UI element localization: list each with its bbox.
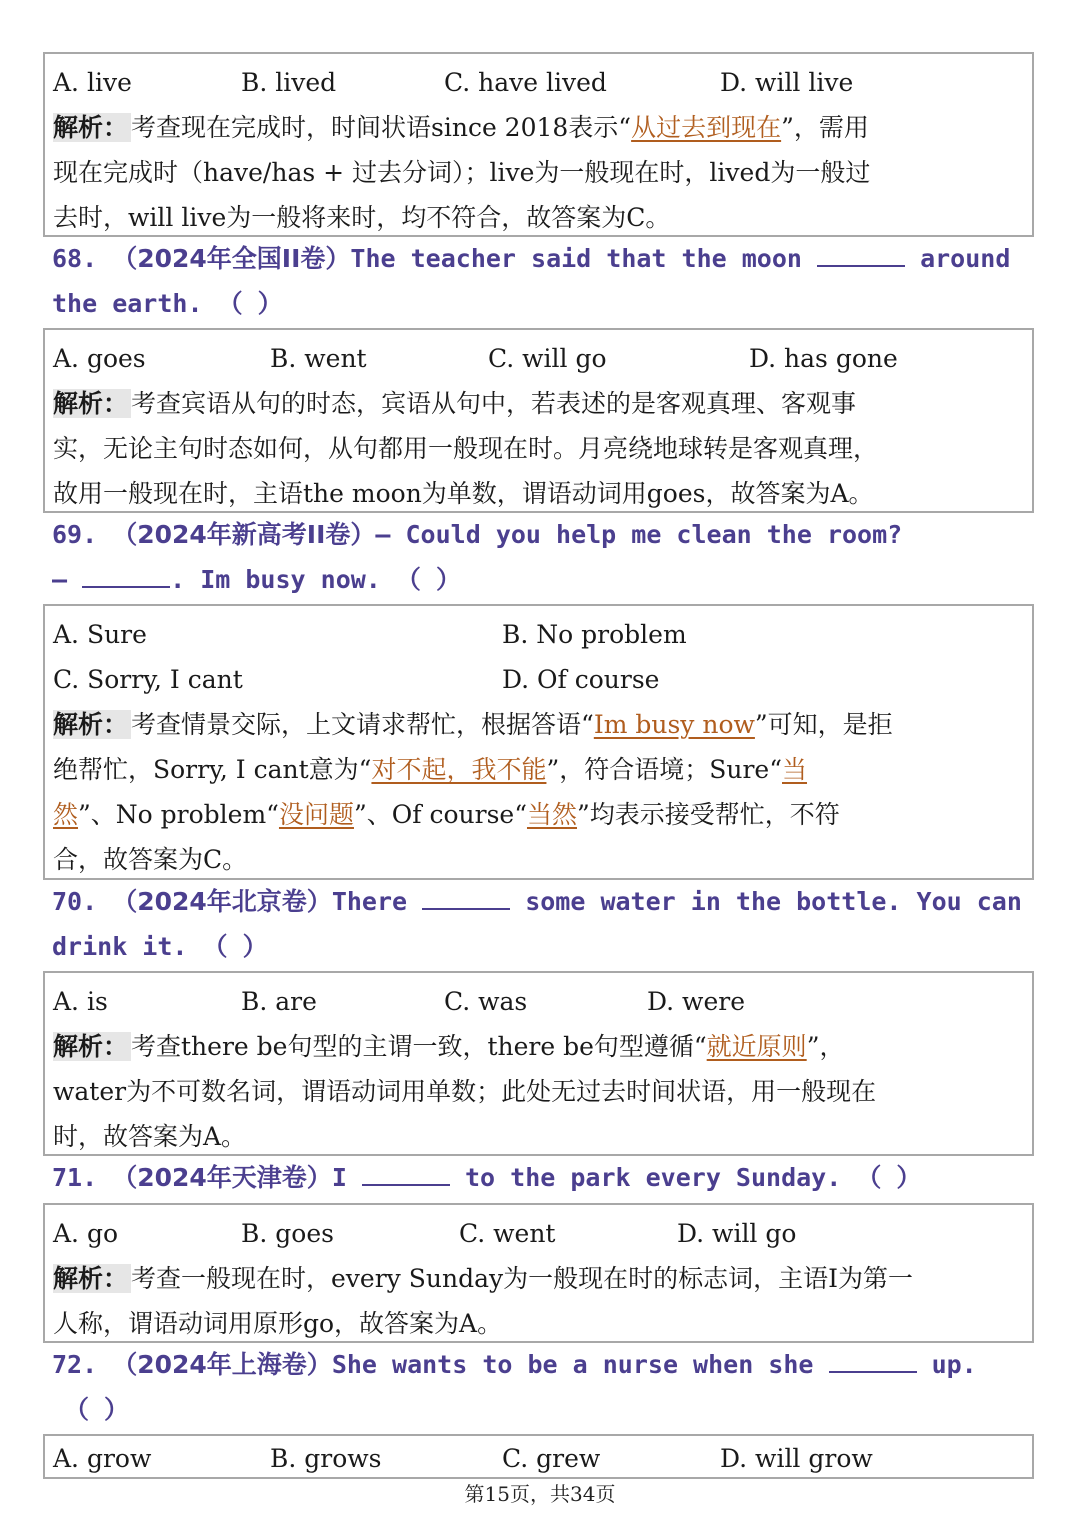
q72-option-a: A. grow — [53, 1444, 152, 1473]
q70-options-row — [53, 979, 1032, 1024]
analysis-text: 绝帮忙，Sorry, I cant意为“ — [53, 755, 372, 784]
q69-options-row-1 — [53, 612, 1032, 657]
analysis-text: ”，符合语境；Sure“ — [546, 755, 782, 784]
question-text: She wants to be a nurse when she — [331, 1350, 814, 1379]
q70-option-d: D. were — [647, 987, 745, 1016]
q71-option-d: D. will go — [677, 1219, 797, 1248]
q67-option-a: A. live — [53, 68, 132, 97]
question-number: 72. — [52, 1350, 98, 1379]
analysis-text: ”均表示接受帮忙，不符 — [577, 800, 840, 829]
q67-analysis-line-1 — [53, 105, 1032, 150]
q69-option-a: A. Sure — [53, 620, 147, 649]
q72-line-2: （ ） — [64, 1395, 130, 1424]
question-text: . Im busy now. （ ） — [170, 565, 461, 594]
analysis-text: 考查情景交际，上文请求帮忙，根据答语“ — [131, 710, 594, 739]
q68-option-a: A. goes — [53, 344, 146, 373]
q67-analysis-line-2: 现在完成时（have/has + 过去分词）；live为一般现在时，lived为一般过 — [53, 158, 871, 187]
q70-option-c: C. was — [444, 987, 528, 1016]
q70-line-1 — [52, 879, 1032, 924]
q69-line-1 — [52, 512, 1032, 557]
analysis-label: 解析： — [53, 1032, 131, 1061]
q69-answer-box — [43, 604, 1034, 880]
analysis-text: 考查现在完成时，时间状语since 2018表示“ — [131, 113, 632, 142]
q70-analysis-line-3: 时，故答案为A。 — [53, 1122, 247, 1151]
dialogue-dash: — — [52, 565, 68, 594]
q68-question — [52, 236, 1032, 326]
q72-option-d: D. will grow — [720, 1444, 873, 1473]
q69-analysis-line-1 — [53, 702, 1032, 747]
q69-option-b: B. No problem — [502, 620, 687, 649]
q67-answer-box — [43, 52, 1034, 237]
analysis-text: ”、No problem“ — [78, 800, 279, 829]
q70-line-2: drink it. （ ） — [52, 932, 268, 961]
q67-analysis-line-3: 去时，will live为一般将来时，均不符合，故答案为C。 — [53, 203, 671, 232]
question-source: （2024年天津卷） — [112, 1163, 332, 1192]
q69-question — [52, 512, 1032, 602]
analysis-label: 解析： — [53, 389, 131, 418]
question-source: （2024年新高考II卷） — [112, 520, 376, 549]
highlight-text: 从过去到现在 — [631, 113, 782, 142]
q69-analysis-line-3 — [53, 792, 1032, 837]
analysis-text: ”，需用 — [781, 113, 869, 142]
analysis-label: 解析： — [53, 1264, 131, 1293]
highlight-text: Im busy now — [593, 710, 755, 739]
q68-analysis-line-2: 实，无论主句时态如何，从句都用一般现在时。月亮绕地球转是客观真理， — [53, 434, 879, 463]
q68-answer-box — [43, 328, 1034, 513]
q70-answer-box — [43, 971, 1034, 1156]
q71-answer-box — [43, 1203, 1034, 1343]
q71-analysis-line-1 — [53, 1256, 1032, 1301]
analysis-label: 解析： — [53, 710, 131, 739]
analysis-text: ”、Of course“ — [353, 800, 527, 829]
q72-option-c: C. grew — [502, 1444, 601, 1473]
answer-blank — [817, 239, 905, 267]
analysis-text: 考查there be句型的主谓一致，there be句型遵循“ — [131, 1032, 707, 1061]
q71-options-row — [53, 1211, 1032, 1256]
question-text: some water in the bottle. You can — [525, 887, 1022, 916]
analysis-text: ”可知，是拒 — [754, 710, 893, 739]
q68-option-d: D. has gone — [749, 344, 898, 373]
q68-option-c: C. will go — [488, 344, 607, 373]
question-number: 69. — [52, 520, 98, 549]
q72-question — [52, 1342, 1032, 1432]
q70-analysis-line-1 — [53, 1024, 1032, 1069]
q71-question — [52, 1155, 1032, 1200]
q68-analysis-line-3: 故用一般现在时，主语the moon为单数，谓语动词用goes，故答案为A。 — [53, 479, 874, 508]
q70-option-b: B. are — [241, 987, 317, 1016]
q71-analysis-line-2: 人称，谓语动词用原形go，故答案为A。 — [53, 1309, 503, 1338]
q70-question — [52, 879, 1032, 969]
question-text: — Could you help me clean the room? — [375, 520, 903, 549]
question-number: 68. — [52, 244, 98, 273]
question-source: （2024年北京卷） — [112, 887, 332, 916]
q69-line-2 — [52, 557, 1032, 602]
q67-option-c: C. have lived — [444, 68, 607, 97]
highlight-text: 当然 — [526, 800, 577, 829]
question-text: to the park every Sunday. （ ） — [465, 1163, 922, 1192]
analysis-text: 考查一般现在时，every Sunday为一般现在时的标志词，主语I为第一 — [131, 1264, 913, 1293]
q69-option-c: C. Sorry, I cant — [53, 665, 243, 694]
answer-blank — [422, 882, 510, 910]
q68-analysis-line-1 — [53, 381, 1032, 426]
q72-option-b: B. grows — [270, 1444, 382, 1473]
question-text: The teacher said that the moon — [350, 244, 802, 273]
q71-option-c: C. went — [459, 1219, 556, 1248]
q70-option-a: A. is — [53, 987, 108, 1016]
question-text: up. — [931, 1350, 977, 1379]
q72-line-1 — [52, 1342, 1032, 1387]
q71-option-a: A. go — [53, 1219, 119, 1248]
q70-analysis-line-2: water为不可数名词，谓语动词用单数；此处无过去时间状语，用一般现在 — [53, 1077, 877, 1106]
q71-option-b: B. goes — [241, 1219, 334, 1248]
analysis-text: 考查宾语从句的时态，宾语从句中，若表述的是客观真理、客观事 — [131, 389, 857, 418]
question-number: 71. — [52, 1163, 98, 1192]
q69-options-row-2 — [53, 657, 1032, 702]
question-text: I — [331, 1163, 347, 1192]
q68-options-row — [53, 336, 1032, 381]
page-number-footer: 第15页，共34页 — [464, 1482, 616, 1506]
highlight-text: 对不起，我不能 — [371, 755, 547, 784]
q72-options-row — [53, 1436, 1032, 1481]
question-text: around — [920, 244, 1011, 273]
answer-blank — [82, 560, 170, 588]
q67-option-d: D. will live — [720, 68, 854, 97]
q72-answer-box — [43, 1434, 1034, 1479]
q69-option-d: D. Of course — [502, 665, 660, 694]
highlight-text: 当 — [782, 755, 808, 784]
highlight-text: 没问题 — [278, 800, 354, 829]
q67-options-row — [53, 60, 1032, 105]
q71-line-1 — [52, 1155, 1032, 1200]
question-text: There — [331, 887, 408, 916]
question-source: （2024年全国II卷） — [112, 244, 351, 273]
q68-line-2: the earth. （ ） — [52, 289, 283, 318]
q69-analysis-line-2 — [53, 747, 1032, 792]
q67-option-b: B. lived — [241, 68, 337, 97]
answer-blank — [829, 1345, 917, 1373]
q69-analysis-line-4: 合，故答案为C。 — [53, 845, 248, 874]
analysis-text: ”， — [806, 1032, 845, 1061]
question-number: 70. — [52, 887, 98, 916]
analysis-label: 解析： — [53, 113, 131, 142]
highlight-text: 然 — [53, 800, 79, 829]
q68-line-1 — [52, 236, 1032, 281]
question-source: （2024年上海卷） — [112, 1350, 332, 1379]
answer-blank — [362, 1158, 450, 1186]
highlight-text: 就近原则 — [706, 1032, 807, 1061]
q68-option-b: B. went — [270, 344, 367, 373]
